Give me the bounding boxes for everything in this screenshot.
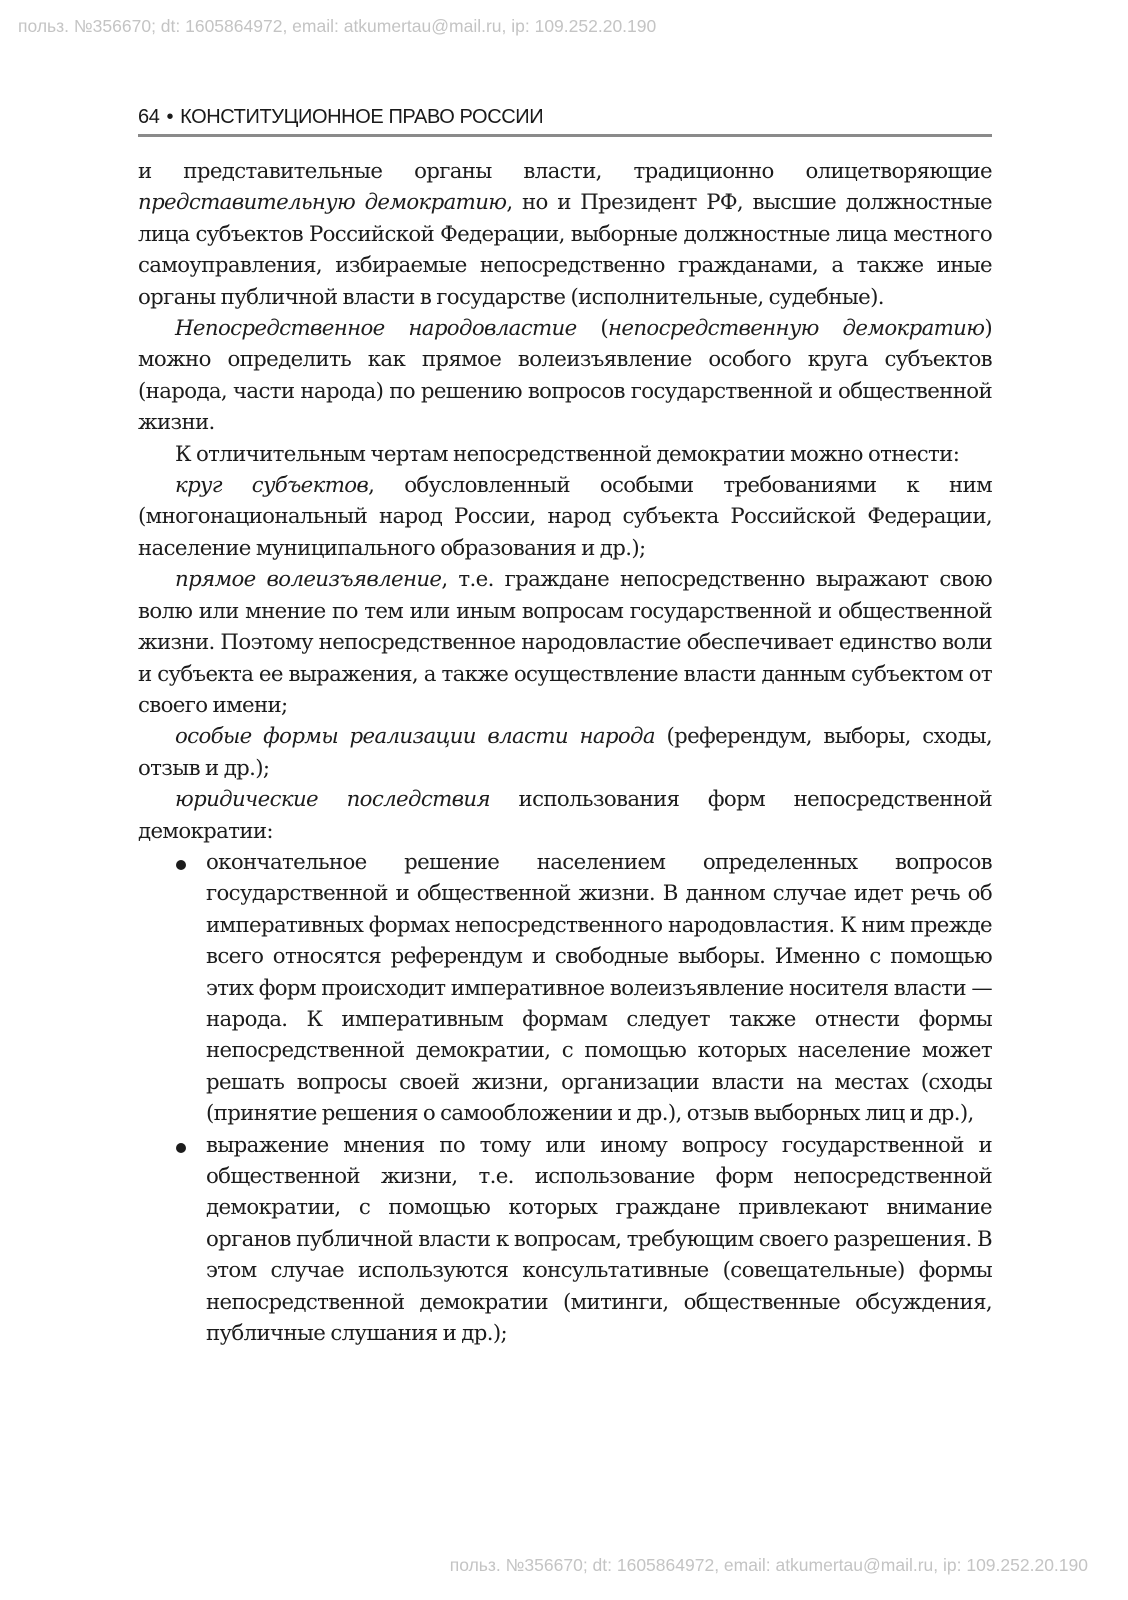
paragraph-continuation: [138, 156, 992, 313]
list-item-text: выражение мнения по тому или иному вопросу государственной и общественной жизни, т.е. использование форм непосредственной демократии, с помощью которых граждане привлекают внимание органов публичной власти к вопросам, требующим своего разрешения. В этом случае используются консультативные (совещательные) формы непосредственной демократии (митинги, общественные обсуждения, публичные слушания и др.);: [206, 1132, 992, 1347]
paragraph-feature-consequences: [138, 784, 992, 847]
emphasis-term: непосредственную демократию: [608, 316, 985, 342]
paragraph-features-intro: К отличительным чертам непосредственной демократии можно отнести:: [175, 441, 960, 467]
paragraph-feature-subjects: [138, 470, 992, 564]
list-item-text: окончательное решение населением определенных вопросов государственной и общественной жизни. В данном случае идет речь об императивных формах непосредственного народовластия. К ним прежде всего относятся референдум и свободные выборы. Именно с помощью этих форм происходит императивное волеизъявление носителя власти — народа. К императивным формам следует также отнести формы непосредственной демократии, с помощью которых население может решать вопросы своей жизни, организации власти на местах (сходы (принятие решения о самообложении и др.), отзыв выборных лиц и др.),: [206, 849, 992, 1127]
emphasis-term: прямое волеизъявление: [175, 567, 442, 593]
page-number: 64: [138, 106, 160, 128]
paragraph-feature-direct-expression: [138, 564, 992, 721]
emphasis-term: круг субъектов: [175, 473, 369, 499]
paragraph-text: , т.е. граждане непосредственно выражают свою волю или мнение по тем или иным вопросам государственной и общественной жизни. Поэтому непосредственное народовластие обеспечивает единство воли и субъекта ее выражения, а также осуществление власти данным субъектом от своего имени;: [138, 567, 992, 718]
paragraph-text: , но и Президент РФ, высшие должностные лица субъектов Российской Федерации, выборные должностные лица местного самоуправления, избираемые непосредственно гражданами, а также иные органы публичной власти в государстве (исполнительные, судебные).: [138, 190, 992, 310]
paragraph-feature-forms: [138, 721, 992, 784]
emphasis-term: представительную демократию: [138, 190, 507, 216]
bullet-icon: [176, 1143, 186, 1153]
paragraph-text: и представительные органы власти, традиционно олицетворяющие: [138, 159, 992, 184]
paragraph-text: , обусловленный особыми требованиями к ним (многонациональный народ России, народ субъекта Российской Федерации, население муниципального образования и др.);: [138, 473, 992, 561]
header-separator: •: [166, 106, 174, 128]
paragraph-text: использования форм непосредственной демократии:: [138, 787, 992, 844]
emphasis-term: юридические последствия: [175, 787, 490, 813]
running-header: [138, 106, 992, 137]
paragraph-direct-democracy: [138, 313, 992, 439]
list-item: [206, 847, 992, 1130]
bullet-list: [138, 847, 992, 1350]
paragraph-text: ) можно определить как прямое волеизъявление особого круга субъектов (народа, части народа) по решению вопросов государственной и общественной жизни.: [138, 316, 993, 436]
page-body: [138, 156, 992, 1349]
book-title: КОНСТИТУЦИОННОЕ ПРАВО РОССИИ: [180, 106, 544, 128]
paragraph-text: (референдум, выборы, сходы, отзыв и др.);: [138, 724, 992, 781]
emphasis-term: особые формы реализации власти народа: [175, 724, 655, 750]
list-item: [206, 1130, 992, 1350]
bullet-icon: [176, 860, 186, 870]
paragraph-text: (: [576, 316, 609, 342]
watermark-top: польз. №356670; dt: 1605864972, email: atkumertau@mail.ru, ip: 109.252.20.190: [18, 16, 657, 36]
emphasis-term: Непосредственное народовластие: [175, 316, 577, 342]
watermark-bottom: польз. №356670; dt: 1605864972, email: atkumertau@mail.ru, ip: 109.252.20.190: [449, 1555, 1088, 1575]
